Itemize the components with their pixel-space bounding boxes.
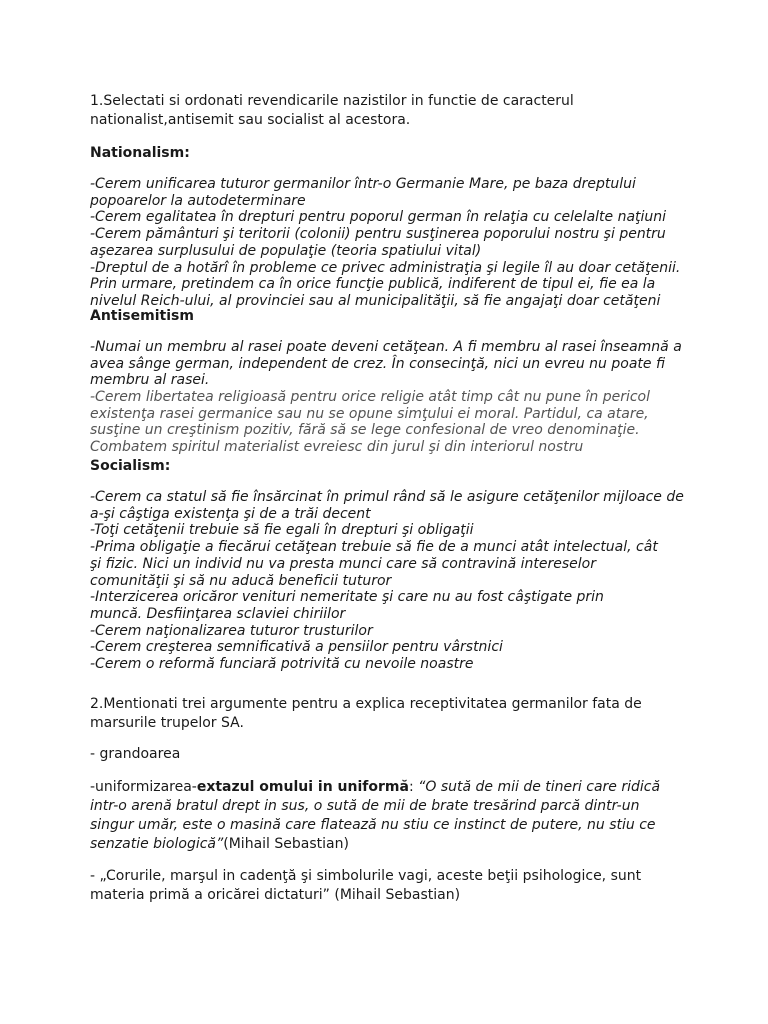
list-item: muncă. Desfiinţarea sclaviei chiriilor bbox=[90, 605, 346, 622]
list-item: -Cerem egalitatea în drepturi pentru poporul german în relaţia cu celelalte naţiuni bbox=[90, 209, 667, 226]
answer-1: - grandoarea bbox=[90, 746, 181, 762]
list-item: a-şi câştiga existenţa şi de a trăi decent bbox=[90, 505, 371, 522]
list-item: avea sânge german, independent de crez. În consecinţă, nici un evreu nu poate fi bbox=[90, 355, 665, 372]
question-2-line: 2.Mentionati trei argumente pentru a explica receptivitatea germanilor fata de bbox=[90, 696, 642, 712]
list-item: nivelul Reich-ului, al provinciei sau al municipalităţii, să fie angajaţi doar cetăţeni bbox=[90, 292, 661, 309]
answer-2-quote: singur umăr, este o masină care flatează nu stiu ce instinct de putere, nu stiu ce bbox=[90, 817, 656, 833]
list-item: -Numai un membru al rasei poate deveni cetăţean. A fi membru al rasei înseamnă a bbox=[90, 339, 682, 355]
list-item: -Prima obligaţie a fiecărui cetăţean trebuie să fie de a munci atât intelectual, cât bbox=[90, 539, 658, 556]
antisemitism-list bbox=[90, 339, 692, 389]
answer-2-line bbox=[90, 778, 692, 797]
question-1 bbox=[90, 92, 692, 130]
list-item: susţine un creştinism pozitiv, fără să se lege confesional de vreo denominaţie. bbox=[90, 422, 640, 439]
question-1-line: 1.Selectati si ordonati revendicarile nazistilor in functie de caracterul bbox=[90, 93, 574, 109]
socialism-heading: Socialism: bbox=[90, 458, 171, 474]
answer-2-author: (Mihail Sebastian) bbox=[223, 836, 349, 852]
answer-2 bbox=[90, 778, 692, 854]
list-item: -Cerem libertatea religioasă pentru orice religie atât timp cât nu pune în pericol bbox=[90, 389, 650, 405]
list-item: -Dreptul de a hotărî în probleme ce privec administraţia şi legile îl au doar cetăţenii. bbox=[90, 259, 681, 276]
list-item: aşezarea surplusului de populaţie (teoria spatiului vital) bbox=[90, 242, 482, 259]
list-item: popoarelor la autodeterminare bbox=[90, 192, 306, 209]
antisemitism-list-2 bbox=[90, 389, 692, 456]
answer-2-bold: extazul omului in uniformă bbox=[196, 779, 409, 795]
list-item: -Cerem ca statul să fie însărcinat în primul rând să le asigure cetăţenilor mijloace de bbox=[90, 489, 684, 505]
question-1-line: nationalist,antisemit sau socialist al acestora. bbox=[90, 112, 411, 128]
answer-3-line: materia primă a oricărei dictaturi” (Mihail Sebastian) bbox=[90, 887, 461, 903]
question-2 bbox=[90, 695, 692, 733]
nationalism-heading: Nationalism: bbox=[90, 145, 190, 161]
answer-2-quote: “O sută de mii de tineri care ridică bbox=[418, 779, 661, 795]
answer-2-colon: : bbox=[408, 779, 419, 795]
list-item: Combatem spiritul materialist evreiesc din jurul şi din interiorul nostru bbox=[90, 439, 584, 456]
list-item: -Cerem creşterea semnificativă a pensiilor pentru vârstnici bbox=[90, 639, 503, 656]
list-item: comunităţii şi să nu aducă beneficii tuturor bbox=[90, 572, 392, 589]
answer-2-prefix: -uniformizarea- bbox=[90, 779, 197, 795]
antisemitism-heading: Antisemitism bbox=[90, 308, 194, 324]
list-item: -Cerem unificarea tuturor germanilor într-o Germanie Mare, pe baza dreptului bbox=[90, 176, 636, 192]
question-2-line: marsurile trupelor SA. bbox=[90, 715, 244, 731]
answer-2-quote: senzatie biologică” bbox=[90, 836, 224, 852]
list-item: -Toţi cetăţenii trebuie să fie egali în drepturi şi obligaţii bbox=[90, 522, 474, 539]
nationalism-list bbox=[90, 176, 692, 310]
list-item: Prin urmare, pretindem ca în orice funcţie publică, indiferent de tipul ei, fie ea la bbox=[90, 276, 656, 293]
list-item: existenţa rasei germanice sau nu se opune simţului ei moral. Partidul, ca atare, bbox=[90, 405, 649, 422]
list-item: -Cerem pământuri şi teritorii (colonii) pentru susţinerea poporului nostru şi pentru bbox=[90, 226, 666, 243]
socialism-list bbox=[90, 489, 692, 673]
answer-3-line: - „Corurile, marşul in cadenţă şi simbolurile vagi, aceste beţii psihologice, sunt bbox=[90, 868, 642, 884]
list-item: membru al rasei. bbox=[90, 372, 210, 389]
list-item: -Interzicerea oricăror venituri nemeritate şi care nu au fost câştigate prin bbox=[90, 589, 604, 606]
answer-2-quote: intr-o arenă bratul drept in sus, o sută de mii de brate tresărind parcă dintr-un bbox=[90, 798, 640, 814]
list-item: -Cerem o reformă funciară potrivită cu nevoile noastre bbox=[90, 656, 474, 673]
answer-2-line bbox=[90, 835, 692, 854]
list-item: -Cerem naţionalizarea tuturor trusturilor bbox=[90, 622, 373, 639]
answer-3 bbox=[90, 867, 692, 905]
list-item: şi fizic. Nici un individ nu va presta munci care să contravină intereselor bbox=[90, 555, 596, 572]
